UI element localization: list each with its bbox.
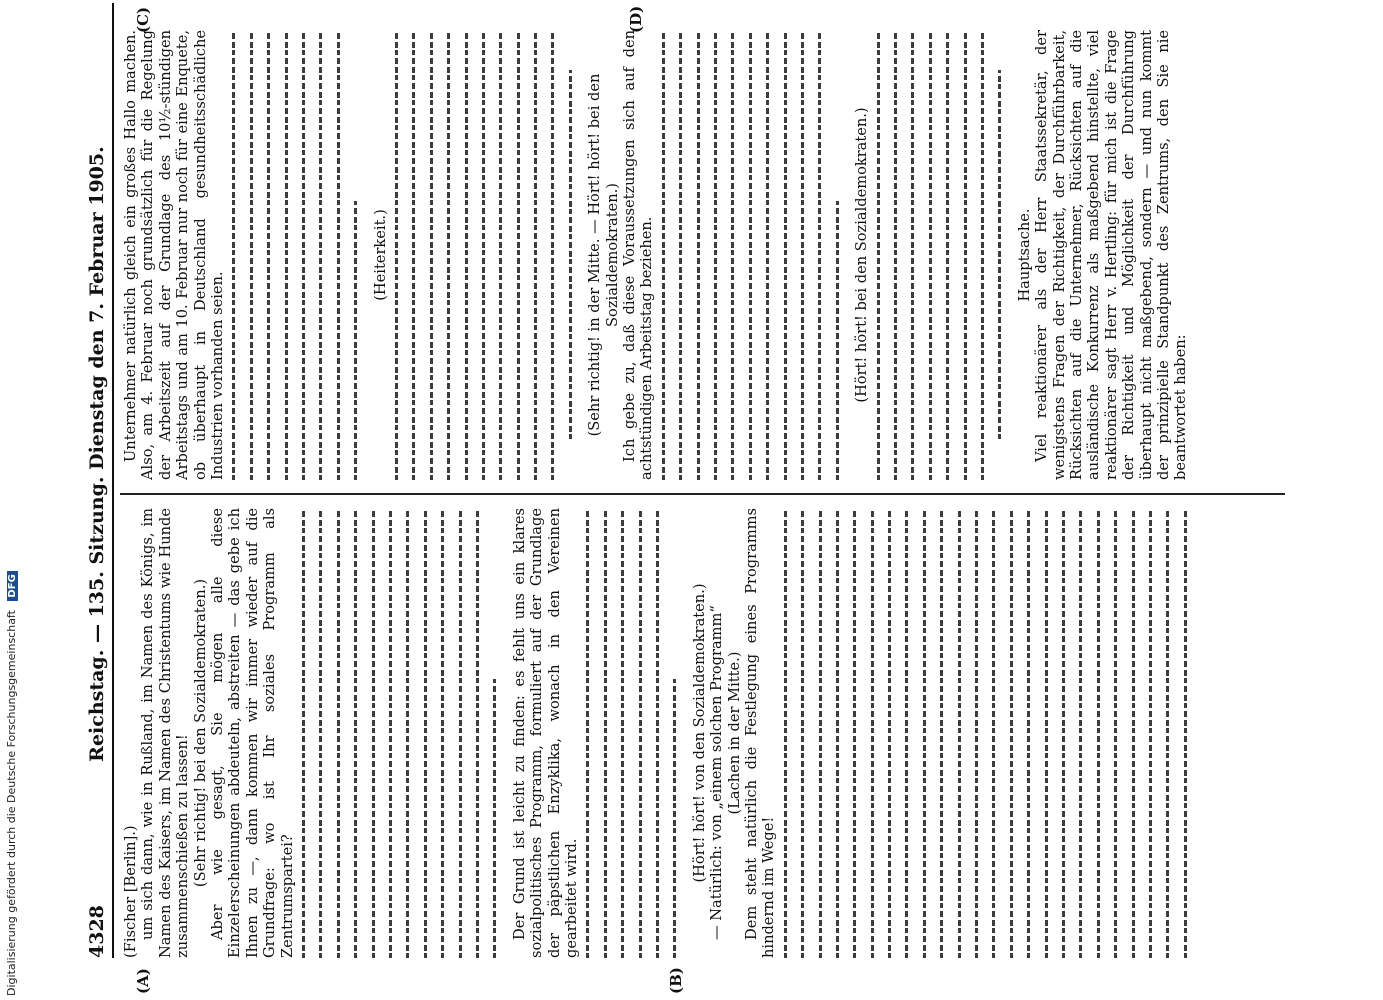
text-block <box>662 30 839 480</box>
column-divider <box>120 493 1285 495</box>
paragraph: Ich gebe zu, daß diese Voraussetzungen sich auf den achtstündigen Arbeitstag beziehen. <box>621 30 656 480</box>
interjection: (Lachen in der Mitte.) <box>725 651 743 815</box>
paragraph: um sich dann, wie in Rußland, im Namen des Königs, im Namen des Kaisers, im Namen des Christentums wie Hunde zusammenschießen zu lassen! <box>139 508 192 958</box>
credit-bar <box>0 0 30 1000</box>
interjection: (Sehr richtig! bei den Sozialdemokraten.) <box>191 578 209 888</box>
right-column <box>122 30 1287 480</box>
paragraph: Dem steht natürlich die Festlegung eines Programms hindernd im Wege! <box>742 508 778 958</box>
paragraph: — Natürlich: von „einem solchen Programm“ <box>708 605 726 940</box>
page-number: 4328 <box>86 905 108 958</box>
margin-marker-d: (D) <box>627 5 645 33</box>
page-header <box>82 3 114 958</box>
speaker-label: (Fischer [Berlin].) <box>122 825 139 958</box>
text-block <box>232 30 357 480</box>
margin-marker-b: (B) <box>667 967 685 994</box>
paragraph: Unternehmer natürlich gleich ein großes Hallo machen. Also, am 4. Februar noch grundsätzlich für die Regelung der Arbeitszeit auf der Grundlage des 10½-stündigen Arbeitstags und am 10. Februar nur noch für eine Enquete, ob überhaupt in Deutschland gesundheitsschädliche Industrien vorhanden seien. <box>122 30 227 480</box>
header-title: Reichstag. — 135. Sitzung. Dienstag den 7. Februar 1905. <box>86 146 108 762</box>
paragraph: Der Grund ist leicht zu finden: es fehlt uns ein klares sozialpolitisches Programm, formuliert auf der Grundlage der päpstlichen Enzyklika, wonach in den Vereinen gearbeitet wird. <box>510 508 580 958</box>
text-block <box>586 508 676 958</box>
paragraph: Aber wie gesagt, Sie mögen alle diese Einzelerscheinungen abdeuteln, abstreiten — das gebe ich Ihnen zu —, dann kommen wir immer wieder auf die Grundfrage: wo ist Ihr soziales Programm als Zentrumspartei? <box>209 508 296 958</box>
interjection: (Hört! hört! von den Sozialdemokraten.) <box>690 583 708 883</box>
interjection: (Hört! hört! bei den Sozialdemokraten.) <box>853 107 871 403</box>
dfg-logo: DFG <box>7 571 18 600</box>
text-block <box>784 508 1187 958</box>
credit-label: Digitalisierung gefördert durch die Deutsche Forschungsgemeinschaft <box>5 610 18 996</box>
paragraph: Viel reaktionärer als der Herr Staatssekretär, der wenigstens Fragen der Richtigkeit, der Durchführbarkeit, Rücksichten auf die Unternehmer, Rücksichten auf die ausländische Konkurrenz als maßgebend hinstellte, viel reaktionärer sagt Herr v. Hertling: für mich ist die Frage der Richtigkeit und Möglichkeit der Durchführung überhaupt nicht maßgebend, sondern — und nun kommt der prinzipielle Standpunkt des Zentrums, den Sie nie beantwortet haben: <box>1033 30 1190 480</box>
left-column <box>122 508 1287 958</box>
document-page <box>82 3 1322 994</box>
emphasis-line: Hauptsache. <box>1015 208 1033 302</box>
margin-marker-c: (C) <box>134 6 152 33</box>
text-block <box>877 30 1002 480</box>
interjection: (Sehr richtig! in der Mitte. — Hört! hört! bei den Sozialdemokraten.) <box>586 73 621 437</box>
interjection: (Heiterkeit.) <box>371 209 389 301</box>
text-block <box>302 508 496 958</box>
margin-marker-a: (A) <box>134 968 152 994</box>
credit-text <box>5 571 18 996</box>
text-block <box>395 30 572 480</box>
